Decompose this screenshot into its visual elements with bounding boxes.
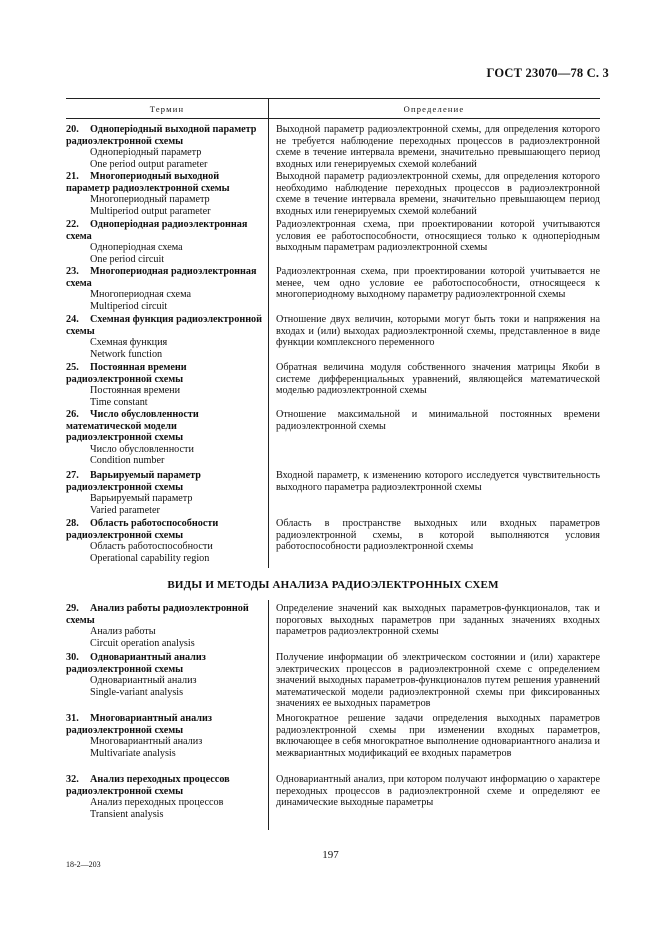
definition-text: Определение значений как выходных параметров-функционалов, так и пороговых выходных параметров при заданных значениях входных параметров радиоэлектронной схемы <box>276 603 600 638</box>
term-number: 23. <box>66 266 79 277</box>
term-english: One period output parameter <box>90 158 208 170</box>
term-title <box>66 713 264 736</box>
term-english: Multivariate analysis <box>90 747 176 759</box>
term-entry <box>66 409 264 467</box>
term-entry <box>66 219 264 265</box>
section-title: ВИДЫ И МЕТОДЫ АНАЛИЗА РАДИОЭЛЕКТРОННЫХ СХЕМ <box>167 579 499 591</box>
term-name: Одноперiодная радиоэлектронная схема <box>66 219 248 242</box>
term-entry <box>66 713 264 759</box>
term-short-ru: Многопериодный параметр <box>90 194 210 206</box>
term-number: 28. <box>66 518 79 529</box>
term-number: 20. <box>66 124 79 135</box>
term-number: 24. <box>66 314 79 325</box>
term-english: Multiperiod circuit <box>90 300 168 312</box>
definition-text: Отношение максимальной и минимальной постоянных времени радиоэлектронной схемы <box>276 409 600 432</box>
term-english: Circuit operation analysis <box>90 637 195 649</box>
term-entry <box>66 652 264 698</box>
column-header-term: Термин <box>149 104 185 114</box>
term-name: Одноперiодный выходной параметр радиоэлектронной схемы <box>66 124 257 147</box>
term-short-ru: Схемная функция <box>90 337 168 349</box>
term-english: Condition number <box>90 455 165 467</box>
definition-text: Область в пространстве выходных или входных параметров радиоэлектронной схемы, в которой выполняются условия работоспособности радиоэлектронной схемы <box>276 518 600 553</box>
term-number: 32. <box>66 774 79 785</box>
term-number: 27. <box>66 470 79 481</box>
term-title <box>66 171 264 194</box>
term-short-ru: Одноперiодная схема <box>90 242 183 254</box>
term-number: 29. <box>66 603 79 614</box>
footer-code: 18-2—203 <box>66 860 101 869</box>
term-number: 22. <box>66 219 79 230</box>
definition-text: Выходной параметр радиоэлектронной схемы, для определения которого необходимо наблюдение переходных процессов в радиоэлектронной схеме в течение интервала времени, значительно превышающем период входных или генерируемых схемой колебаний <box>276 171 600 217</box>
term-short-ru: Одноперiодный параметр <box>90 147 202 159</box>
term-name: Область работоспособности радиоэлектронной схемы <box>66 518 219 541</box>
term-entry <box>66 314 264 360</box>
term-short-ru: Одновариантный анализ <box>90 675 197 687</box>
term-title <box>66 774 264 797</box>
term-title <box>66 219 264 242</box>
definition-text: Радиоэлектронная схема, при проектировании которой учитывается не менее, чем одно условие ее работоспособности, относящееся к многопериодному выходному параметру радиоэлектронной схемы <box>276 266 600 301</box>
definition-text: Радиоэлектронная схема, при проектировании которой учитываются условия ее работоспособности, относящиеся только к одноперiодным выходным параметрам радиоэлектронной схемы <box>276 219 600 254</box>
term-number: 26. <box>66 409 79 420</box>
column-header-definition: Определение <box>403 104 465 114</box>
term-short-ru: Анализ работы <box>90 626 156 638</box>
term-short-ru: Анализ переходных процессов <box>90 797 224 809</box>
term-english: Operational capability region <box>90 552 210 564</box>
term-title <box>66 266 264 289</box>
definition-text: Обратная величина модуля собственного значения матрицы Якоби в системе дифференциальных уравнений, являющейся математической моделью радиоэлектронной схемы <box>276 362 600 397</box>
term-title <box>66 470 264 493</box>
term-title <box>66 124 264 147</box>
term-title <box>66 652 264 675</box>
term-short-ru: Многовариантный анализ <box>90 736 203 748</box>
term-title <box>66 603 264 626</box>
term-english: Varied parameter <box>90 504 160 516</box>
term-title <box>66 362 264 385</box>
term-number: 25. <box>66 362 79 373</box>
term-name: Схемная функция радиоэлектронной схемы <box>66 314 263 337</box>
term-entry <box>66 470 264 516</box>
term-name: Многопериодная радиоэлектронная схема <box>66 266 257 289</box>
term-entry <box>66 362 264 408</box>
term-number: 30. <box>66 652 79 663</box>
definition-text: Выходной параметр радиоэлектронной схемы, для определения которого не требуется наблюдение переходных процессов в радиоэлектронной схеме в течение интервала времени, значительно превышающего период входных или генерируемых схемой колебаний <box>276 124 600 170</box>
term-name: Многопериодный выходной параметр радиоэлектронной схемы <box>66 171 230 194</box>
definition-text: Одновариантный анализ, при котором получают информацию о характере переходных процессов в радиоэлектронной схеме и определяют ее динамические выходные параметры <box>276 774 600 809</box>
term-english: Network function <box>90 348 163 360</box>
term-entry <box>66 603 264 649</box>
term-name: Варьируемый параметр радиоэлектронной схемы <box>66 470 201 493</box>
term-english: Single-variant analysis <box>90 686 184 698</box>
term-english: Transient analysis <box>90 808 164 820</box>
document-header: ГОСТ 23070—78 С. 3 <box>486 66 609 80</box>
table-header-rule <box>66 118 600 119</box>
term-entry <box>66 171 264 217</box>
term-entry <box>66 518 264 564</box>
term-short-ru: Постоянная времени <box>90 385 181 397</box>
term-name: Одновариантный анализ радиоэлектронной схемы <box>66 652 206 675</box>
table-column-divider <box>268 98 269 568</box>
term-short-ru: Область работоспособности <box>90 541 213 553</box>
term-entry <box>66 774 264 820</box>
term-short-ru: Многопериодная схема <box>90 289 191 301</box>
term-name: Анализ переходных процессов радиоэлектронной схемы <box>66 774 230 797</box>
page-number: 197 <box>322 849 339 861</box>
term-english: Multiperiod output parameter <box>90 205 211 217</box>
term-number: 21. <box>66 171 79 182</box>
term-name: Число обусловленности математической модели радиоэлектронной схемы <box>66 409 199 444</box>
term-name: Анализ работы радиоэлектронной схемы <box>66 603 249 626</box>
term-english: One period circuit <box>90 253 165 265</box>
term-name: Многовариантный анализ радиоэлектронной схемы <box>66 713 212 736</box>
term-title <box>66 518 264 541</box>
table-top-rule <box>66 98 600 99</box>
term-entry <box>66 266 264 312</box>
term-short-ru: Число обусловленности <box>90 443 194 455</box>
term-entry <box>66 124 264 170</box>
term-name: Постоянная времени радиоэлектронной схемы <box>66 362 187 385</box>
definition-text: Получение информации об электрическом состоянии и (или) характере электрических процессов в радиоэлектронной схеме с определением значений выходных параметров-функционалов путем решения уравнений математической модели радиоэлектронной схемы при фиксированных значениях ее выходных параметров <box>276 652 600 710</box>
table2-column-divider <box>268 600 269 830</box>
term-english: Time constant <box>90 396 148 408</box>
term-number: 31. <box>66 713 79 724</box>
term-title <box>66 314 264 337</box>
term-short-ru: Варьируемый параметр <box>90 493 193 505</box>
definition-text: Отношение двух величин, которыми могут быть токи и напряжения на входах и (или) выходах радиоэлектронной схемы, представленное в виде функции комплексного переменного <box>276 314 600 349</box>
definition-text: Многократное решение задачи определения выходных параметров радиоэлектронной схемы при изменении входных параметров, включающее в себя многократное выполнение одновариантного анализа и межвариантных модификаций ее входных параметров <box>276 713 600 759</box>
term-title <box>66 409 264 444</box>
definition-text: Входной параметр, к изменению которого исследуется чувствительность выходного параметра радиоэлектронной схемы <box>276 470 600 493</box>
